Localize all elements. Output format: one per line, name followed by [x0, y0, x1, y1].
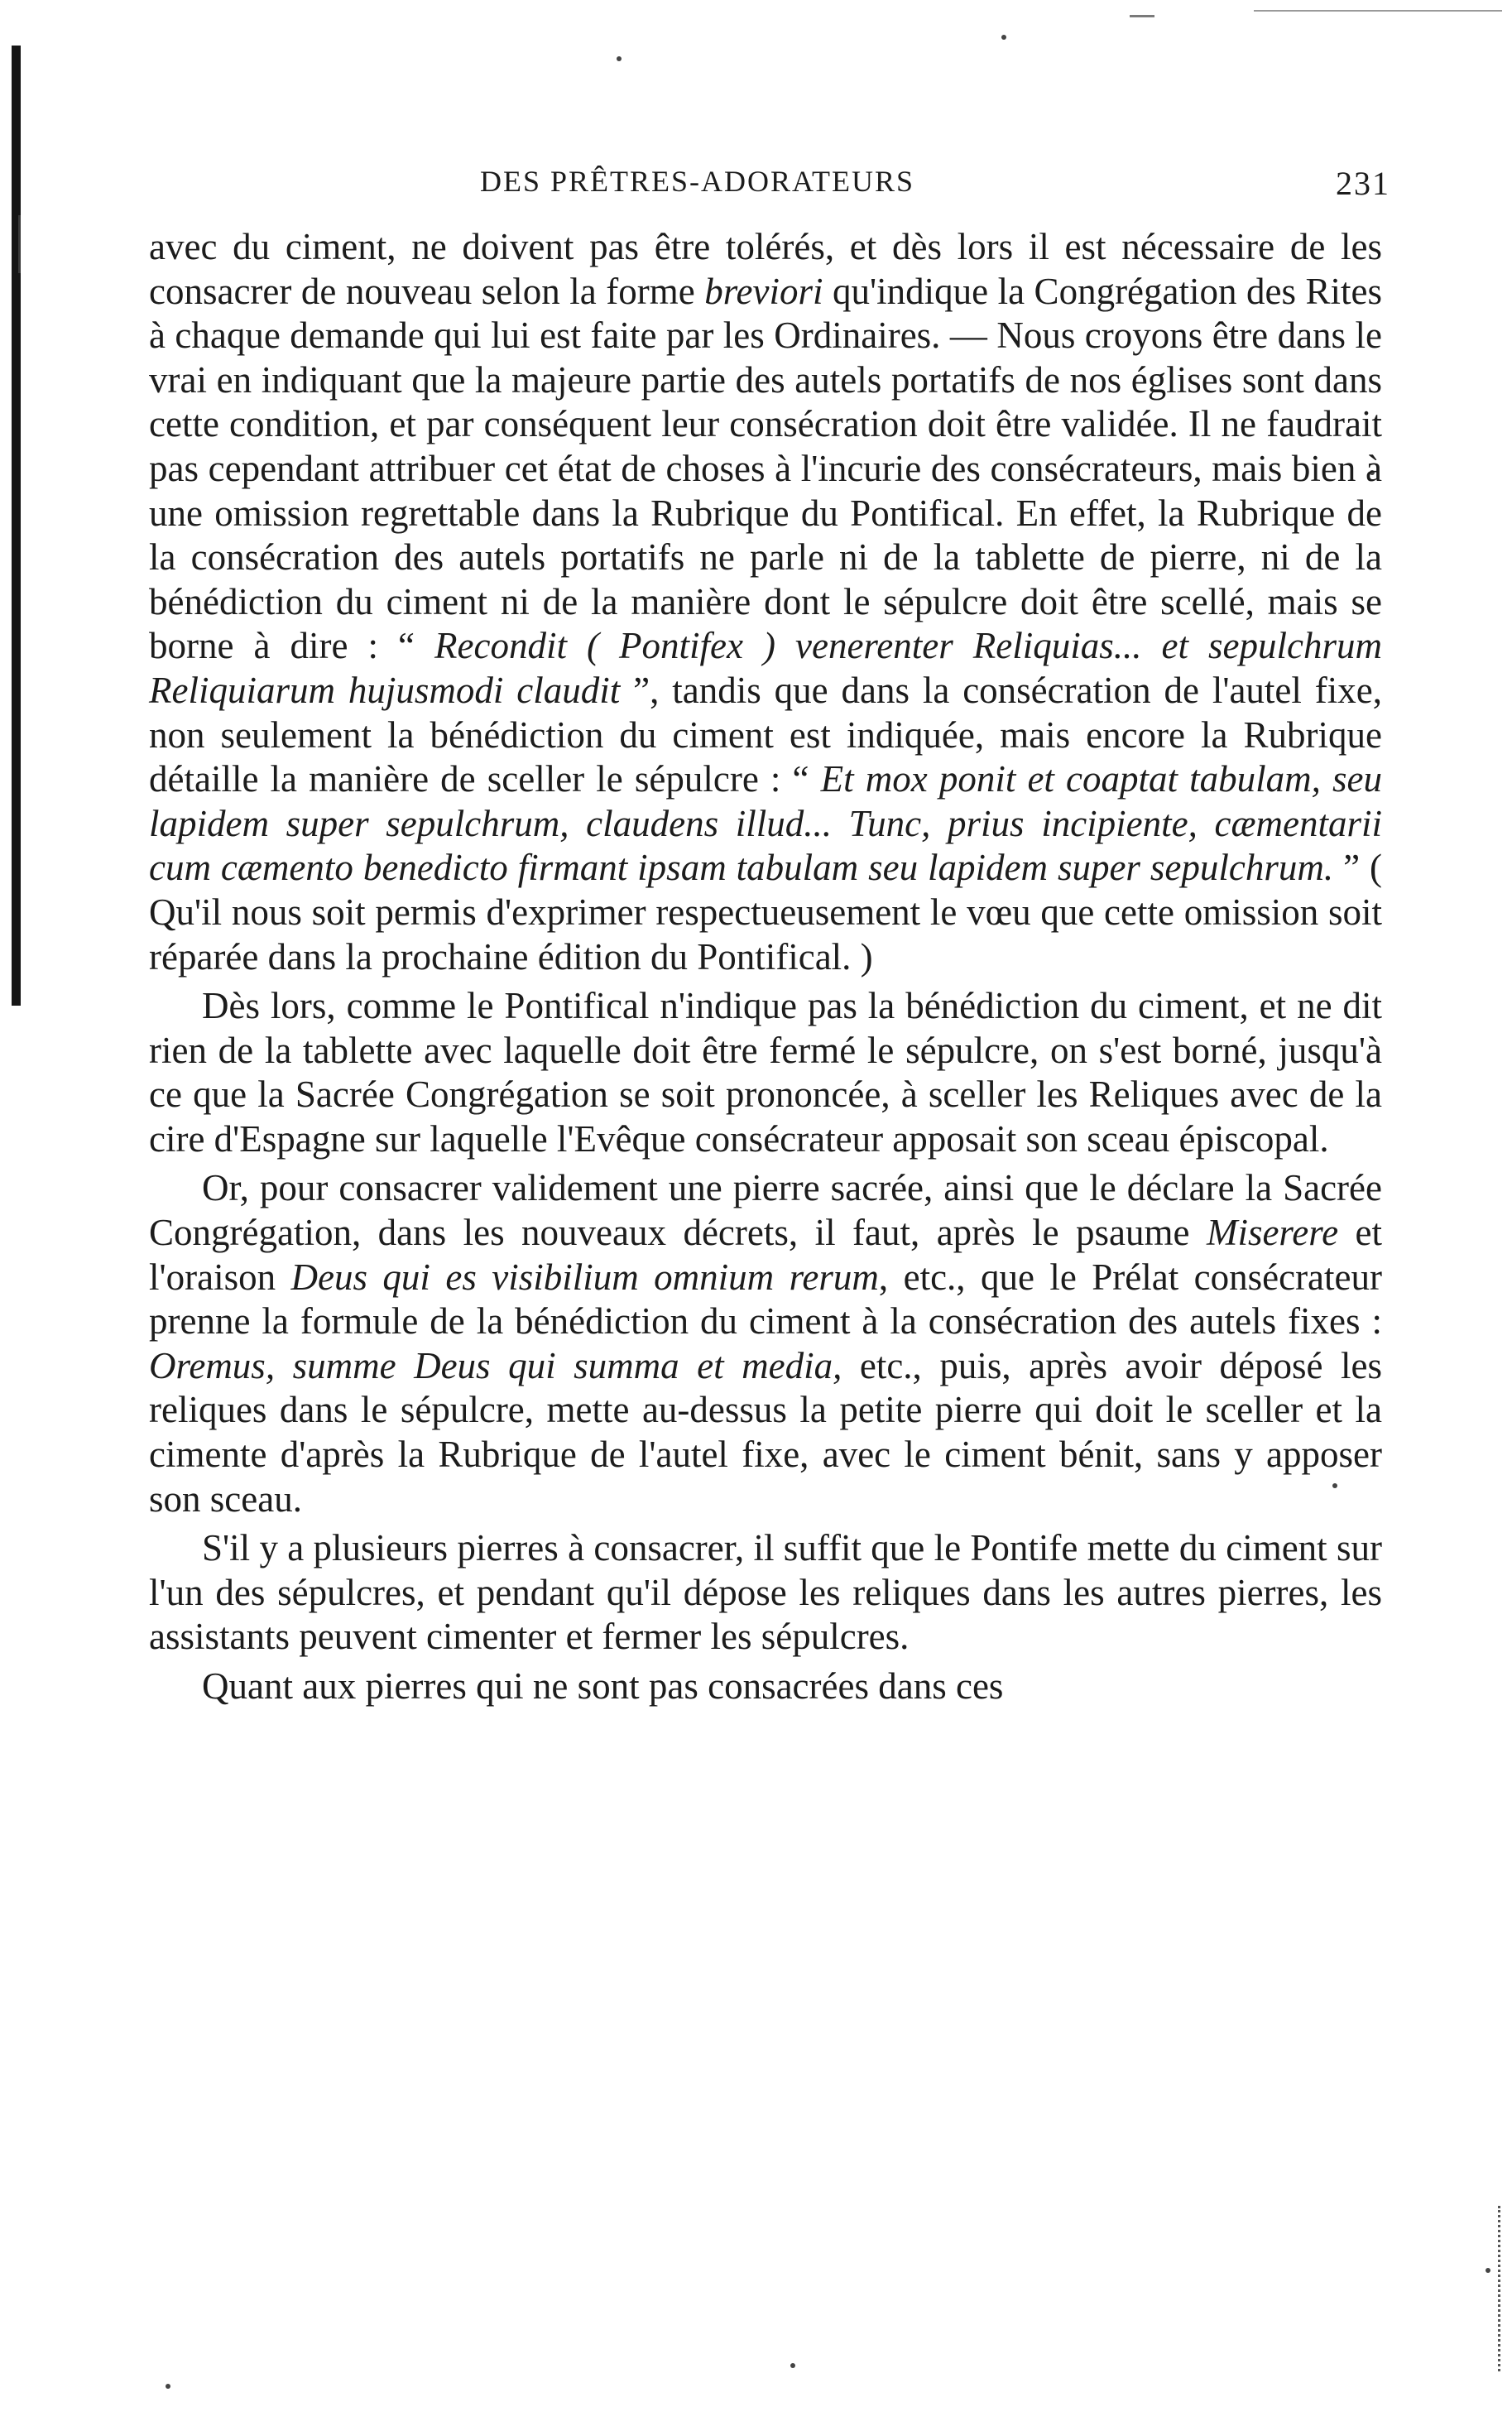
text-run: ”, tandis que dans la consécration de l'autel fixe, non seulement la bénédiction du ciment est indiquée, mais encore la Rubrique détaille la manière de sceller le sépulcre : “: [149, 669, 1382, 800]
text-run: , etc., que le Prélat consécrateur prenne la formule de la bénédiction du ciment à la consécration des autels fixes :: [149, 1256, 1382, 1343]
paragraph-1: [149, 225, 1382, 979]
paragraph-3: [149, 1166, 1382, 1521]
scan-edge-dots: [1498, 2206, 1504, 2371]
paragraph-4: [149, 1526, 1382, 1660]
italic-text-run: Oremus, summe Deus qui summa et media,: [149, 1344, 842, 1386]
binding-edge-mark: [18, 215, 21, 273]
running-head: DES PRÊTRES-ADORATEURS: [480, 165, 915, 198]
text-run: Or, pour consacrer validement une pierre sacrée, ainsi que le déclare la Sacrée Congrégation, dans les nouveaux décrets, il faut, après le psaume: [149, 1167, 1382, 1254]
italic-text-run: Deus qui es visibilium omnium rerum: [290, 1256, 879, 1298]
scan-speck: [166, 2384, 170, 2389]
scan-speck: [1001, 35, 1006, 40]
italic-text-run: breviori: [704, 270, 823, 312]
scan-speck: [790, 2363, 795, 2368]
text-run: ” ( Qu'il nous soit permis d'exprimer respectueusement le vœu que cette omission soit réparée dans la prochaine édition du Pontifical. ): [149, 847, 1382, 978]
body-text: [149, 225, 1382, 1709]
text-run: avec du ciment, ne doivent pas être tolérés, et dès lors il est nécessaire de les consacrer de nouveau selon la forme: [149, 226, 1382, 312]
text-run: qu'indique la Congrégation des Rites à chaque demande qui lui est faite par les Ordinaires. — Nous croyons être dans le vrai en indiquant que la majeure partie des autels portatifs de nos églises sont dans cette condition, et par conséquent leur consécration doit être validée. Il ne faudrait pas cependant attribuer cet état de choses à l'incurie des consécrateurs, mais bien à une omission regrettable dans la Rubrique du Pontifical. En effet, la Rubrique de la consécration des autels portatifs ne parle ni de la tablette de pierre, ni de la bénédiction du ciment ni de la manière dont le sépulcre doit être scellé, mais se borne à dire : “: [149, 270, 1382, 667]
text-run: et l'oraison: [149, 1212, 1382, 1298]
binding-edge-shadow: [12, 46, 21, 1006]
page-number: 231: [1336, 165, 1390, 202]
paragraph-2: [149, 984, 1382, 1161]
text-run: Dès lors, comme le Pontifical n'indique pas la bénédiction du ciment, et ne dit rien de la tablette avec laquelle doit être fermé le sépulcre, on s'est borné, jusqu'à ce que la Sacrée Congrégation se soit prononcée, à sceller les Reliques avec de la cire d'Espagne sur laquelle l'Evêque consécrateur apposait son sceau épiscopal.: [149, 985, 1382, 1160]
italic-text-run: Et mox ponit et coaptat tabulam, seu lapidem super sepulchrum, claudens illud... Tunc, prius incipiente, cæmentarii cum cæmento benedicto firmant ipsam tabulam seu lapidem super sepulchrum.: [149, 758, 1382, 889]
italic-text-run: Recondit ( Pontifex ) venerenter Reliquias... et sepulchrum Reliquiarum hujusmodi claudit: [149, 625, 1382, 711]
paragraph-5: [149, 1665, 1382, 1709]
scan-edge-dash: [1130, 15, 1154, 17]
scan-speck: [1486, 2268, 1490, 2273]
scan-speck: [617, 56, 622, 61]
text-run: etc., puis, après avoir déposé les reliques dans le sépulcre, mette au-dessus la petite pierre qui doit le sceller et la cimente d'après la Rubrique de l'autel fixe, avec le ciment bénit, sans y apposer son sceau.: [149, 1344, 1382, 1520]
text-run: S'il y a plusieurs pierres à consacrer, il suffit que le Pontife mette du ciment sur l'un des sépulcres, et pendant qu'il dépose les reliques dans les autres pierres, les assistants peuvent cimenter et fermer les sépulcres.: [149, 1527, 1382, 1658]
scan-edge-line: [1254, 10, 1502, 12]
text-run: Quant aux pierres qui ne sont pas consacrées dans ces: [202, 1665, 1004, 1707]
italic-text-run: Miserere: [1206, 1212, 1339, 1254]
page-header: [149, 164, 1390, 214]
